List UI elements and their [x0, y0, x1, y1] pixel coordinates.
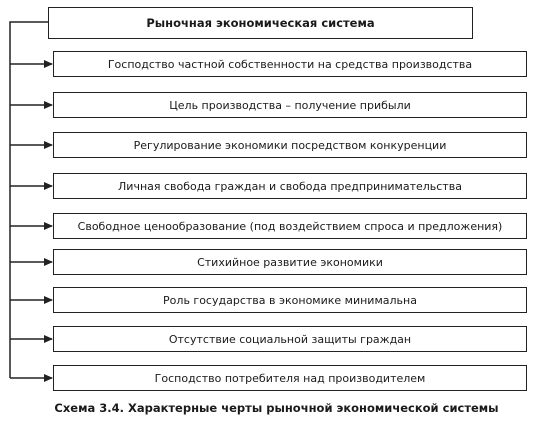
- arrow-head: [44, 222, 53, 230]
- feature-box: [53, 326, 527, 352]
- arrow-head: [44, 374, 53, 382]
- feature-label: Стихийное развитие экономики: [197, 255, 383, 269]
- feature-label: Господство частной собственности на средства производства: [107, 57, 473, 71]
- feature-box: [53, 173, 527, 199]
- feature-box: [53, 287, 527, 313]
- feature-label: Регулирование экономики посредством конкуренции: [133, 138, 447, 152]
- arrow-head: [44, 335, 53, 343]
- arrow-head: [44, 60, 53, 68]
- root-label: Рыночная экономическая система: [146, 16, 375, 30]
- feature-label: Свободное ценообразование (под воздействием спроса и предложения): [77, 219, 503, 233]
- feature-label: Господство потребителя над производителем: [154, 371, 426, 385]
- feature-box: [53, 51, 527, 77]
- feature-label: Отсутствие социальной защиты граждан: [168, 332, 412, 346]
- figure-caption: Схема 3.4. Характерные черты рыночной экономической системы: [54, 401, 499, 415]
- arrow-head: [44, 296, 53, 304]
- arrow-head: [44, 182, 53, 190]
- feature-box: [53, 92, 527, 118]
- feature-box: [53, 132, 527, 158]
- feature-box: [53, 213, 527, 239]
- trunk-line: [10, 22, 48, 378]
- root-box: [48, 7, 473, 39]
- feature-label: Личная свобода граждан и свобода предпринимательства: [118, 179, 462, 193]
- arrow-head: [44, 258, 53, 266]
- arrow-head: [44, 101, 53, 109]
- arrow-head: [44, 141, 53, 149]
- feature-box: [53, 365, 527, 391]
- feature-box: [53, 249, 527, 275]
- feature-label: Цель производства – получение прибыли: [169, 98, 411, 112]
- feature-label: Роль государства в экономике минимальна: [163, 293, 417, 307]
